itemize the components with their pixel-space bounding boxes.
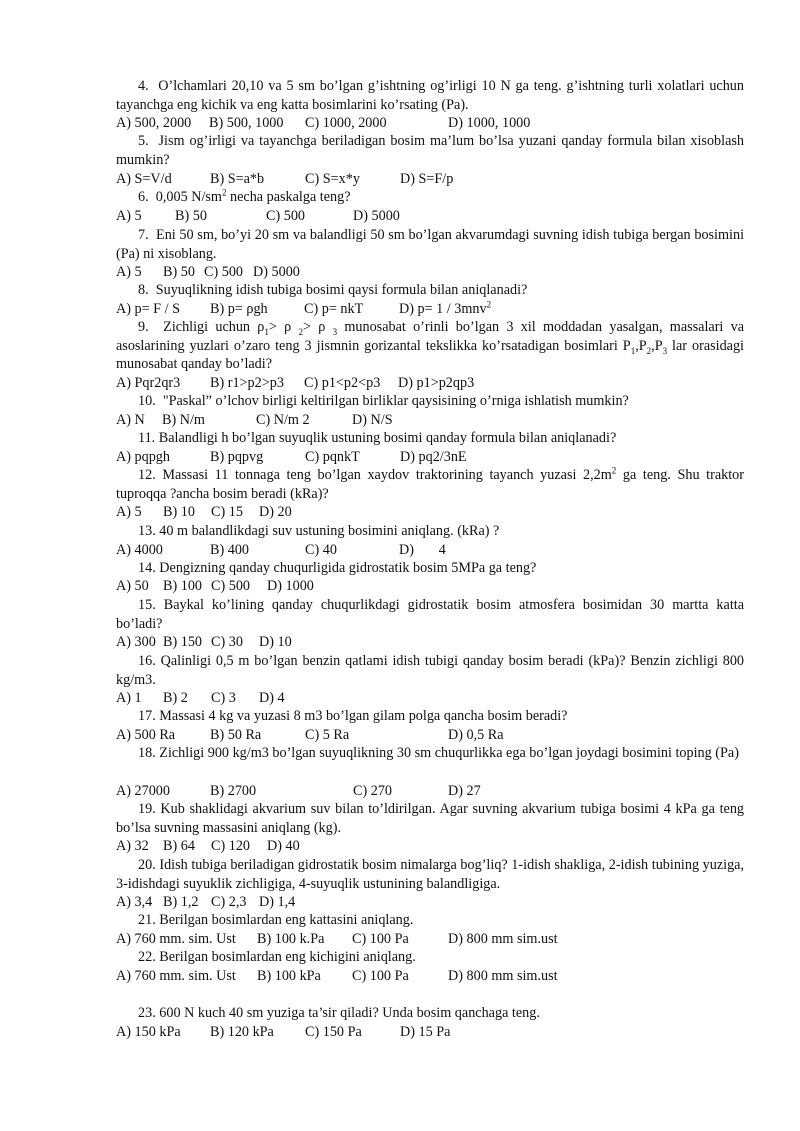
- option-d: D) 40: [267, 838, 300, 854]
- question-4: 4. O’lchamlari 20,10 va 5 sm bo’lgan g’ishtning og’irligi 10 N ga teng. g’ishtning turli xolatlari uchun tayanchga eng kichik va eng katta bosimlarini ko’rsating (Pa).: [116, 78, 744, 113]
- option-a: A) S=V/d: [116, 171, 172, 187]
- question-text: Eni 50 sm, bo’yi 20 sm va balandligi 50 sm bo’lgan akvarumdagi suvning idish tubiga bergan bosimini (Pa) ni xisoblang.: [116, 227, 745, 262]
- question-15: 15. Baykal ko’lining qanday chuqurlikdagi gidrostatik bosim atmosfera bosimidan 30 martta katta bo’ladi?: [116, 597, 745, 632]
- question-number: 7: [138, 227, 146, 243]
- subscript: 2: [298, 326, 303, 337]
- question-text: Suyuqlikning idish tubiga bosimi qaysi formula bilan aniqlanadi?: [155, 282, 528, 298]
- option-d: D) S=F/p: [400, 171, 454, 187]
- option-b: B) 2: [163, 690, 188, 706]
- question-7: 7. Eni 50 sm, bo’yi 20 sm va balandligi 50 sm bo’lgan akvarumdagi suvning idish tubiga bergan bosimini (Pa) ni xisoblang.: [116, 227, 745, 262]
- question-10: 10. "Paskal” o’lchov birligi keltirilgan birliklar qaysisining o’rniga ishlatish mumkin?: [138, 393, 629, 409]
- option-a: A) 3,4: [116, 894, 153, 910]
- option-d: D) pq2/3nE: [400, 449, 467, 465]
- option-d: D) 4: [259, 690, 285, 706]
- option-b: B) N/m: [162, 412, 205, 428]
- option-d: D) 5000: [253, 264, 300, 280]
- question-number: 23: [138, 1005, 153, 1021]
- option-c: C) pqnkT: [305, 449, 360, 465]
- option-b: B) S=a*b: [210, 171, 265, 187]
- option-c: C) 40: [305, 542, 337, 558]
- question-text: Kub shaklidagi akvarium suv bilan to’ldirilgan. Agar suvning akvarium tubiga bosimi 4 kPa ga teng bo’lsa suvning massasini aniqlang (kg).: [116, 801, 745, 836]
- option-c: C) 3: [211, 690, 236, 706]
- option-d: D) p1>p2qp3: [398, 375, 475, 391]
- option-c: C) S=x*y: [305, 171, 360, 187]
- question-8: 8. Suyuqlikning idish tubiga bosimi qaysi formula bilan aniqlanadi?: [138, 282, 528, 298]
- option-b: B) 400: [210, 542, 250, 558]
- question-text: 600 N kuch 40 sm yuziga ta’sir qiladi? Unda bosim qanchaga teng.: [159, 1005, 540, 1021]
- option-b: B) 500, 1000: [209, 115, 284, 131]
- option-c: C) 2,3: [211, 894, 247, 910]
- question-number: 15: [138, 597, 153, 613]
- question-number: 5: [138, 133, 146, 149]
- option-a: A) 300: [116, 634, 156, 650]
- question-text: ga teng. Shu traktor tuproqqa ?ancha bosim beradi (kRa)?: [116, 467, 745, 502]
- option-a: A) 1: [116, 690, 142, 706]
- option-c: C) 30: [211, 634, 243, 650]
- question-text: > ρ: [268, 319, 299, 335]
- option-a: A) Pqr2qr3: [116, 375, 181, 391]
- question-number: 14: [138, 560, 153, 576]
- question-number: 4: [138, 78, 146, 94]
- question-9: 9. Zichligi uchun $\rho_1> \rho$ $_2$> ρ $_3$ munosabat o’rinli bo’lgan 3 xil moddadan yasalgan, massalari va asoslarining yuzlari o’zaro teng 3 jismnin gorizantal tekslikka ko’rsatadigan bosimlari $P_1,P_2,P_3$ lar orasidagi munosabat qanday bo’ladi?: [116, 319, 745, 372]
- option-c: C) 100 Pa: [352, 968, 409, 984]
- question-number: 11: [138, 430, 152, 446]
- question-text: 40 m balandlikdagi suv ustuning bosimini aniqlang. (kRa) ?: [159, 523, 500, 539]
- question-20: 20. Idish tubiga beriladigan gidrostatik bosim nimalarga bog’liq? 1-idish shakliga, 2-idish tubining yuziga, 3-idishdagi suyuklik zichligiga, 4-suyuqlik ustunining balandligiga.: [116, 857, 745, 892]
- option-b: B) 2700: [210, 783, 257, 799]
- option-b: B) 1,2: [163, 894, 199, 910]
- option-c: C) 500: [211, 578, 251, 594]
- option-d: D) 5000: [353, 208, 400, 224]
- option-a: A) 27000: [116, 783, 170, 799]
- option-a: A) 5: [116, 504, 142, 520]
- option-d: D) N/S: [352, 412, 393, 428]
- question-number: 9: [138, 319, 146, 335]
- question-number: 6: [138, 189, 146, 205]
- question-text: Berilgan bosimlardan eng kichigini aniqlang.: [159, 949, 416, 965]
- question-text: Qalinligi 0,5 m bo’lgan benzin qatlami idish tubigi qanday bosim beradi (kPa)? Benzin zichligi 800 kg/m3.: [116, 653, 745, 688]
- question-text: necha paskalga teng?: [226, 189, 351, 205]
- option-c: C) 15: [211, 504, 243, 520]
- option-c: C) 270: [353, 783, 393, 799]
- question-text: Massasi 11 tonnaga teng bo’lgan xaydov traktorining tayanch yuzasi 2,2m: [162, 467, 612, 483]
- question-19: 19. Kub shaklidagi akvarium suv bilan to’ldirilgan. Agar suvning akvarium tubiga bosimi 4 kPa ga teng bo’lsa suvning massasini aniqlang (kg).: [116, 801, 745, 836]
- question-number: 16: [138, 653, 153, 669]
- option-b: B) 150: [163, 634, 203, 650]
- question-text: Berilgan bosimlardan eng kattasini aniqlang.: [159, 912, 414, 928]
- option-b: B) r1>p2>p3: [210, 375, 284, 391]
- option-c: C) p1<p2<p3: [304, 375, 381, 391]
- question-12: 12. Massasi 11 tonnaga teng bo’lgan xaydov traktorining tayanch yuzasi $2,2m^2$ ga teng. Shu traktor tuproqqa ?ancha bosim beradi (kRa)?: [116, 465, 745, 502]
- option-a: A) pqpgh: [116, 449, 170, 465]
- question-text: "Paskal” o’lchov birligi keltirilgan birliklar qaysisining o’rniga ishlatish mumkin?: [162, 393, 629, 409]
- question-text: ,P: [635, 337, 647, 354]
- option-a: A) 5: [116, 264, 142, 280]
- option-b: B) 10: [163, 504, 195, 520]
- question-number: 17: [138, 708, 153, 724]
- subscript: 3: [332, 326, 338, 337]
- question-21: 21. Berilgan bosimlardan eng kattasini aniqlang.: [138, 912, 414, 928]
- option-d: D) 1000, 1000: [448, 115, 531, 131]
- question-number: 18: [138, 745, 153, 761]
- option-d: D) 10: [259, 634, 292, 650]
- option-b: B) 120 kPa: [210, 1024, 274, 1040]
- question-text: Balandligi h bo’lgan suyuqlik ustuning bosimi qanday formula bilan aniqlanadi?: [158, 430, 617, 446]
- question-number: 22: [138, 949, 153, 965]
- option-c: C) 5 Ra: [305, 727, 350, 743]
- option-c: C) 500: [204, 264, 244, 280]
- option-a: A) p= F / S: [116, 301, 180, 317]
- question-text: Zichligi uchun ρ: [163, 319, 265, 335]
- option-d: D) 4: [399, 542, 446, 558]
- option-c: C) 120: [211, 838, 251, 854]
- question-17: 17. Massasi 4 kg va yuzasi 8 m3 bo’lgan gilam polga qancha bosim beradi?: [138, 708, 568, 724]
- question-text: Dengizning qanday chuqurligida gidrostatik bosim 5MPa ga teng?: [159, 560, 537, 576]
- question-text: munosabat o’rinli bo’lgan 3 xil moddadan yasalgan, massalari va asoslarining yuzlari o’zaro teng 3 jismnin gorizantal tekslikka ko’rsatadigan bosimlari P: [116, 319, 745, 354]
- question-11: 11. Balandligi h bo’lgan suyuqlik ustuning bosimi qanday formula bilan aniqlanadi?: [138, 430, 617, 446]
- option-c: C) 100 Pa: [352, 931, 409, 947]
- question-number: 20: [138, 857, 153, 873]
- option-d: D) 1000: [267, 578, 314, 594]
- option-b: B) 100 k.Pa: [257, 931, 325, 947]
- question-22: 22. Berilgan bosimlardan eng kichigini aniqlang.: [138, 949, 416, 965]
- question-13: 13. 40 m balandlikdagi suv ustuning bosimini aniqlang. (kRa) ?: [138, 523, 500, 539]
- option-a: A) 760 mm. sim. Ust: [116, 968, 236, 984]
- question-23: 23. 600 N kuch 40 sm yuziga ta’sir qiladi? Unda bosim qanchaga teng.: [138, 1005, 540, 1021]
- question-number: 12: [138, 467, 153, 483]
- question-number: 8: [138, 282, 146, 298]
- option-c: C) 500: [266, 208, 306, 224]
- question-text: Idish tubiga beriladigan gidrostatik bosim nimalarga bog’liq? 1-idish shakliga, 2-idish tubining yuziga, 3-idishdagi suyuklik zichligiga, 4-suyuqlik ustunining balandligiga.: [116, 857, 745, 892]
- option-b: B) p= ρgh: [210, 301, 268, 317]
- question-text: ,P: [651, 337, 663, 354]
- option-a: A) 150 kPa: [116, 1024, 181, 1040]
- question-text: Zichligi 900 kg/m3 bo’lgan suyuqlikning 30 sm chuqurlikka ega bo’lgan joydagi bosimini toping (Pa): [159, 745, 739, 761]
- question-6: 6. 0,005 $N/sm^2$ necha paskalga teng?: [138, 187, 351, 205]
- option-d: D) 800 mm sim.ust: [448, 968, 558, 984]
- option-b: B) pqpvg: [210, 449, 264, 465]
- option-b: B) 100: [163, 578, 203, 594]
- question-text: O’lchamlari 20,10 va 5 sm bo’lgan g’ishtning og’irligi 10 N ga teng. g’ishtning turli xolatlari uchun tayanchga eng kichik va eng katta bosimlarini ko’rsating (Pa).: [116, 78, 744, 113]
- question-text: 0,005 N/sm: [155, 189, 222, 205]
- option-c: C) p= nkT: [304, 301, 364, 317]
- superscript: 2: [486, 299, 492, 310]
- option-c: C) 150 Pa: [305, 1024, 362, 1040]
- question-number: 19: [138, 801, 153, 817]
- question-number: 13: [138, 523, 153, 539]
- option-d: D) 800 mm sim.ust: [448, 931, 558, 947]
- question-number: 21: [138, 912, 153, 928]
- option-d: D) 0,5 Ra: [448, 727, 504, 743]
- subscript: 3: [662, 345, 668, 356]
- option-a: A) 500 Ra: [116, 727, 176, 743]
- option-d: D) 20: [259, 504, 292, 520]
- question-text: Jism og’irligi va tayanchga beriladigan bosim ma’lum bo’lsa yuzani qanday formula bilan xisoblash mumkin?: [116, 133, 744, 168]
- option-a: A) 4000: [116, 542, 163, 558]
- question-14: 14. Dengizning qanday chuqurligida gidrostatik bosim 5MPa ga teng?: [138, 560, 537, 576]
- question-18: 18. Zichligi 900 kg/m3 bo’lgan suyuqlikning 30 sm chuqurlikka ega bo’lgan joydagi bosimini toping (Pa): [138, 745, 739, 761]
- question-text: Baykal ko’lining qanday chuqurlikdagi gidrostatik bosim atmosfera bosimidan 30 martta katta bo’ladi?: [116, 597, 745, 632]
- question-5: 5. Jism og’irligi va tayanchga beriladigan bosim ma’lum bo’lsa yuzani qanday formula bilan xisoblash mumkin?: [116, 133, 744, 168]
- option-d: [399, 300, 491, 319]
- subscript: 1: [630, 345, 636, 356]
- option-d: D) 1,4: [259, 894, 296, 910]
- option-d-text: D) p= 1 / 3mnv: [399, 301, 487, 317]
- option-b: B) 50: [175, 208, 207, 224]
- option-d: D) 15 Pa: [400, 1024, 451, 1040]
- question-text: Massasi 4 kg va yuzasi 8 m3 bo’lgan gilam polga qancha bosim beradi?: [159, 708, 568, 724]
- option-b: B) 100 kPa: [257, 968, 321, 984]
- option-a: A) 5: [116, 208, 142, 224]
- question-text: lar orasidagi munosabat qanday bo’ladi?: [116, 337, 745, 372]
- question-number: 10: [138, 393, 153, 409]
- option-b: B) 64: [163, 838, 195, 854]
- option-c: C) 1000, 2000: [305, 115, 387, 131]
- question-text: > ρ: [302, 319, 333, 335]
- question-16: 16. Qalinligi 0,5 m bo’lgan benzin qatlami idish tubigi qanday bosim beradi (kPa)? Benzin zichligi 800 kg/m3.: [116, 653, 745, 688]
- option-d: D) 27: [448, 783, 481, 799]
- option-c: C) N/m 2: [256, 412, 310, 428]
- option-a: A) N: [116, 412, 145, 428]
- option-b: B) 50 Ra: [210, 727, 262, 743]
- option-a: A) 500, 2000: [116, 115, 192, 131]
- option-a: A) 32: [116, 838, 149, 854]
- superscript: 2: [221, 187, 227, 198]
- option-a: A) 50: [116, 578, 149, 594]
- subscript: 1: [264, 326, 269, 337]
- subscript: 2: [646, 345, 652, 356]
- option-a: A) 760 mm. sim. Ust: [116, 931, 236, 947]
- option-b: B) 50: [163, 264, 195, 280]
- superscript: 2: [611, 465, 617, 476]
